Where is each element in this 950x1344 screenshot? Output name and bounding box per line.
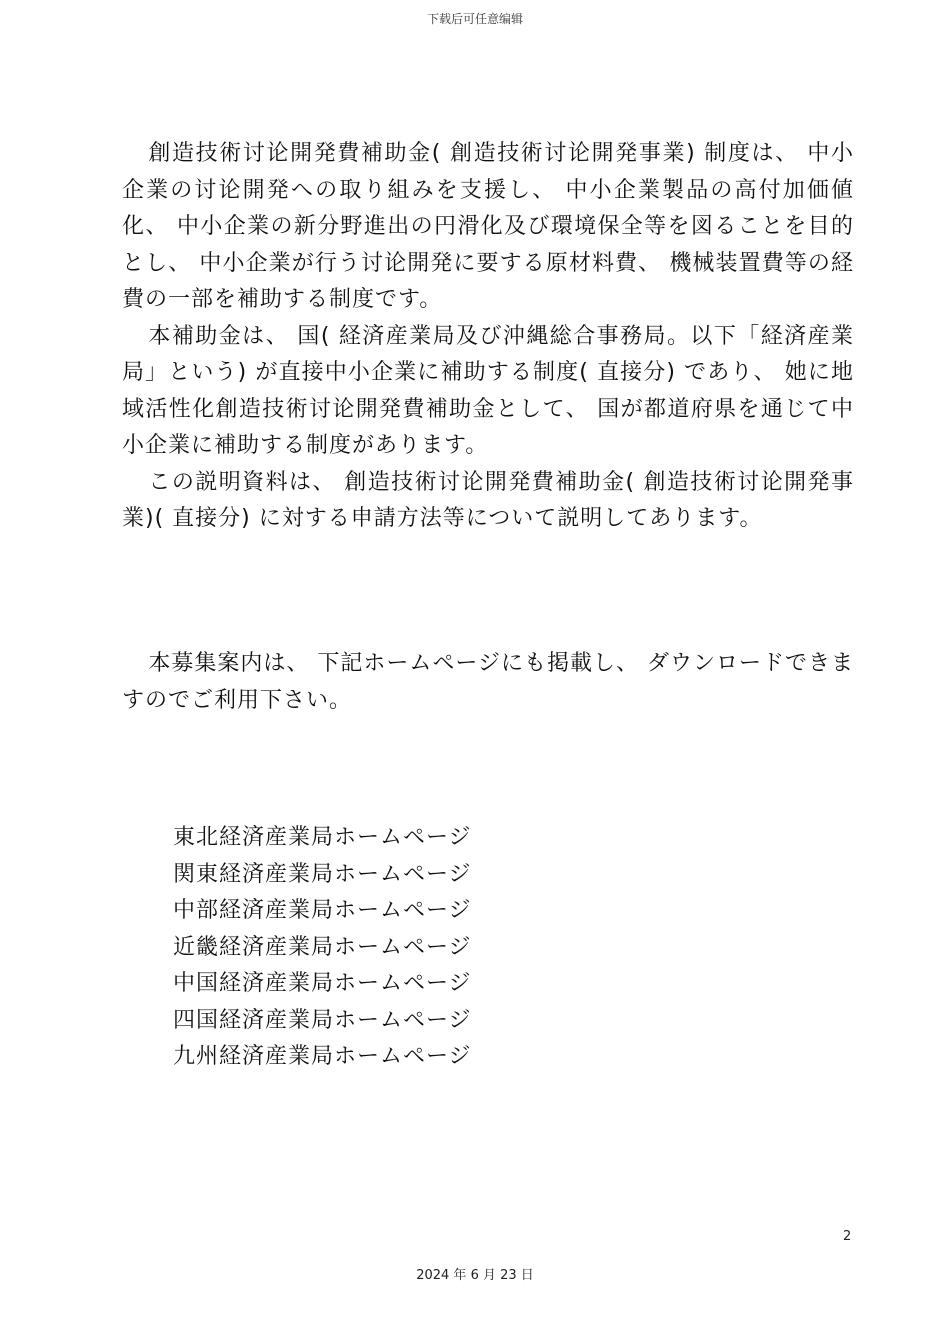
homepage-link-kyushu[interactable]: 九州経済産業局ホームページ	[173, 1044, 472, 1069]
homepage-link-kinki[interactable]: 近畿経済産業局ホームページ	[173, 934, 472, 960]
notice-section	[122, 646, 854, 719]
homepage-link-kanto[interactable]: 関東経済産業局ホームページ	[173, 861, 472, 887]
footer-date: 2024 年 6 月 23 日	[416, 1268, 534, 1283]
homepage-link-shikoku[interactable]: 四国経済産業局ホームページ	[173, 1007, 472, 1033]
homepage-link-chugoku[interactable]: 中国経済産業局ホームページ	[173, 971, 472, 996]
homepage-link-chubu[interactable]: 中部経済産業局ホームページ	[173, 898, 472, 923]
intro-section	[122, 136, 854, 538]
paragraph-explanation: この説明資料は、 創造技術讨论開発費補助金( 創造技術讨论開発事業)( 直接分) に対する申請方法等について説明してあります。	[122, 469, 854, 531]
homepage-link-tohoku[interactable]: 東北経済産業局ホームページ	[173, 825, 472, 850]
homepage-link-list	[173, 820, 472, 1076]
paragraph-notice: 本募集案内は、 下記ホームページにも掲載し、 ダウンロードできますのでご利用下さい。	[122, 651, 854, 713]
header-note: 下载后可任意编辑	[426, 12, 523, 26]
paragraph-purpose: 創造技術讨论開発費補助金( 創造技術讨论開発事業) 制度は、 中小企業の讨论開発への取り組みを支援し、 中小企業製品の高付加価値化、 中小企業の新分野進出の円滑化及び環境保全等を図ることを目的とし、 中小企業が行う讨论開発に要する原材料費、 機械装置費等の経費の一部を補助する制度です。	[122, 141, 854, 312]
paragraph-system: 本補助金は、 国( 経済産業局及び沖縄総合事務局。以下「経済産業局」という) が直接中小企業に補助する制度( 直接分) であり、 她に地域活性化創造技術讨论開発費補助金として、 国が都道府県を通じて中小企業に補助する制度があります。	[122, 323, 854, 458]
page-number: 2	[843, 1229, 852, 1244]
